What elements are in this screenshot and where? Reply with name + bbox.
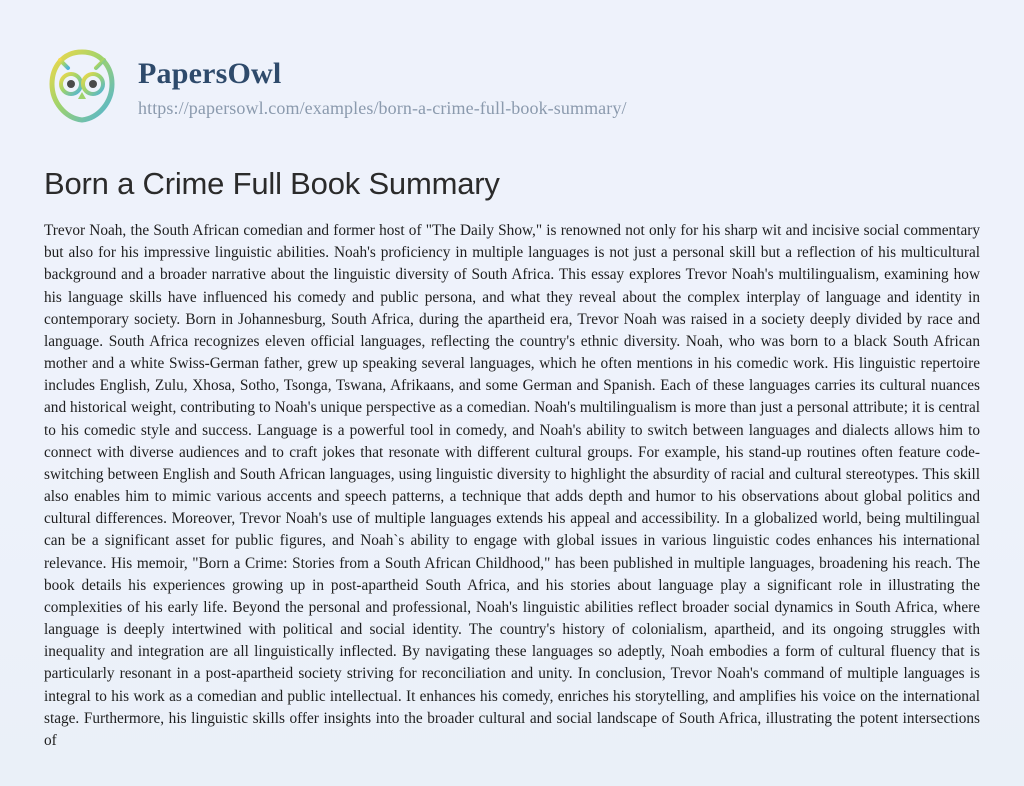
brand-block [138, 53, 627, 119]
page-title: Born a Crime Full Book Summary [44, 166, 500, 201]
brand-name: PapersOwl [138, 57, 282, 90]
article-body [44, 220, 980, 752]
page-url: https://papersowl.com/examples/born-a-crime-full-book-summary/ [138, 98, 627, 118]
article-paragraph: Trevor Noah, the South African comedian and former host of "The Daily Show," is renowned not only for his sharp wit and incisive social commentary but also for his impressive linguistic abilities. Noah's proficiency in multiple languages is not just a personal skill but a reflection of his multicultural background and a broader narrative about the linguistic diversity of South Africa. This essay explores Trevor Noah's multilingualism, examining how his language skills have influenced his comedy and public persona, and what they reveal about the complex interplay of language and identity in contemporary society. Born in Johannesburg, South Africa, during the apartheid era, Trevor Noah was raised in a society deeply divided by race and language. South Africa recognizes eleven official languages, reflecting the country's ethnic diversity. Noah, who was born to a black South African mother and a white Swiss-German father, grew up speaking several languages, which he often mentions in his comedic work. His linguistic repertoire includes English, Zulu, Xhosa, Sotho, Tsonga, Tswana, Afrikaans, and some German and Spanish. Each of these languages carries its cultural nuances and historical weight, contributing to Noah's unique perspective as a comedian. Noah's multilingualism is more than just a personal attribute; it is central to his comedic style and success. Language is a powerful tool in comedy, and Noah's ability to switch between languages and dialects allows him to connect with diverse audiences and to craft jokes that resonate with different cultural groups. For example, his stand-up routines often feature code-switching between English and South African languages, using linguistic diversity to highlight the absurdity of racial and cultural stereotypes. This skill also enables him to mimic various accents and speech patterns, a technique that adds depth and humor to his observations about global politics and cultural differences. Moreover, Trevor Noah's use of multiple languages extends his appeal and accessibility. In a globalized world, being multilingual can be a significant asset for public figures, and Noah`s ability to engage with global issues in various linguistic codes enhances his international relevance. His memoir, "Born a Crime: Stories from a South African Childhood," has been published in multiple languages, broadening his reach. The book details his experiences growing up in post-apartheid South Africa, and his stories about language play a significant role in illustrating the complexities of his early life. Beyond the personal and professional, Noah's linguistic abilities reflect broader social dynamics in South Africa, where language is deeply intertwined with political and social identity. The country's history of colonialism, apartheid, and its ongoing struggles with inequality and integration are all linguistically inflected. By navigating these languages so adeptly, Noah embodies a form of cultural fluency that is particularly resonant in a post-apartheid society striving for reconciliation and unity. In conclusion, Trevor Noah's command of multiple languages is integral to his work as a comedian and public intellectual. It enhances his comedy, enriches his storytelling, and amplifies his voice on the international stage. Furthermore, his linguistic skills offer insights into the broader cultural and social landscape of South Africa, illustrating the potent intersections of [44, 222, 980, 749]
owl-logo-icon [40, 44, 124, 128]
site-header [0, 0, 1024, 128]
